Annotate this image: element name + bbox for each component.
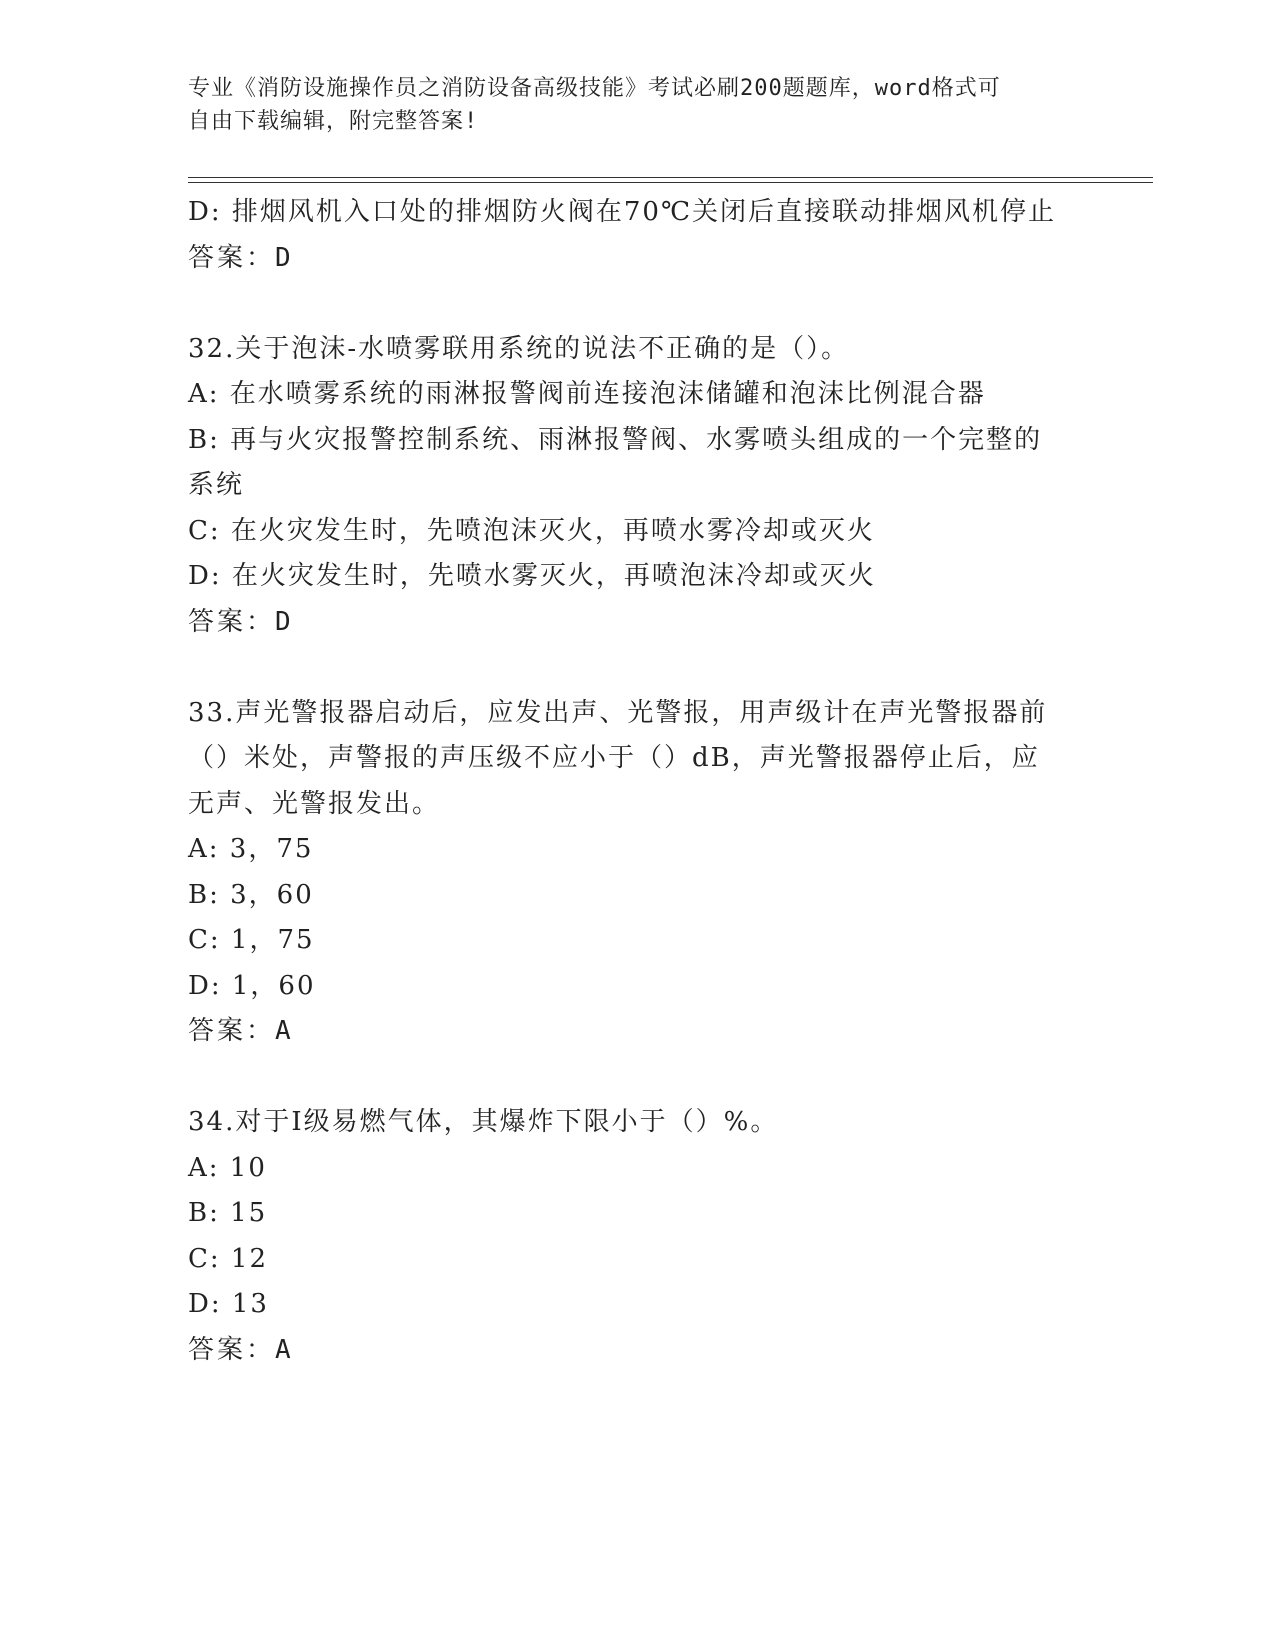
header-rule-top <box>188 177 1153 178</box>
spacer <box>188 645 1088 691</box>
q32-option-a: A: 在水喷雾系统的雨淋报警阀前连接泡沫储罐和泡沫比例混合器 <box>188 379 986 409</box>
document-header <box>188 72 1068 138</box>
q33-stem-line-2: （）米处，声警报的声压级不应小于（）dB，声光警报器停止后，应 <box>188 743 1040 773</box>
q33-stem-line-1: 33.声光警报器启动后，应发出声、光警报，用声级计在声光警报器前 <box>188 697 1048 728</box>
q34-option-a: A: 10 <box>188 1152 267 1183</box>
q34-option-c: C: 12 <box>188 1243 269 1274</box>
q32-stem: 32.关于泡沫-水喷雾联用系统的说法不正确的是（）。 <box>188 333 850 364</box>
prev-option-d: D: 排烟风机入口处的排烟防火阀在70℃关闭后直接联动排烟风机停止 <box>188 197 1057 227</box>
q34-answer: 答案：A <box>188 1334 294 1365</box>
q34-stem: 34.对于Ⅰ级易燃气体，其爆炸下限小于（）%。 <box>188 1107 779 1137</box>
q34-option-d: D: 13 <box>188 1289 269 1319</box>
header-rule-bottom <box>188 182 1153 183</box>
header-line-2: 自由下载编辑，附完整答案! <box>188 109 479 134</box>
question-list <box>188 190 1088 1373</box>
q32-option-d: D: 在火灾发生时，先喷水雾灭火，再喷泡沫冷却或灭火 <box>188 561 876 591</box>
header-line-1: 专业《消防设施操作员之消防设备高级技能》考试必刷200题题库，word格式可 <box>188 76 1001 101</box>
spacer <box>188 1055 1088 1101</box>
q32-answer: 答案：D <box>188 606 294 637</box>
q32-option-b-cont: 系统 <box>188 470 245 500</box>
q32-option-b: B: 再与火灾报警控制系统、雨淋报警阀、水雾喷头组成的一个完整的 <box>188 424 1043 455</box>
spacer <box>188 281 1088 327</box>
q33-option-b: B: 3，60 <box>188 879 314 910</box>
q33-option-a: A: 3，75 <box>188 834 314 864</box>
prev-answer: 答案：D <box>188 242 294 273</box>
q34-option-b: B: 15 <box>188 1198 268 1228</box>
q33-option-d: D: 1，60 <box>188 970 316 1001</box>
q32-option-c: C: 在火灾发生时，先喷泡沫灭火，再喷水雾冷却或灭火 <box>188 515 875 546</box>
q33-stem-line-3: 无声、光警报发出。 <box>188 788 441 819</box>
q33-option-c: C: 1，75 <box>188 925 315 955</box>
q33-answer: 答案：A <box>188 1016 294 1046</box>
